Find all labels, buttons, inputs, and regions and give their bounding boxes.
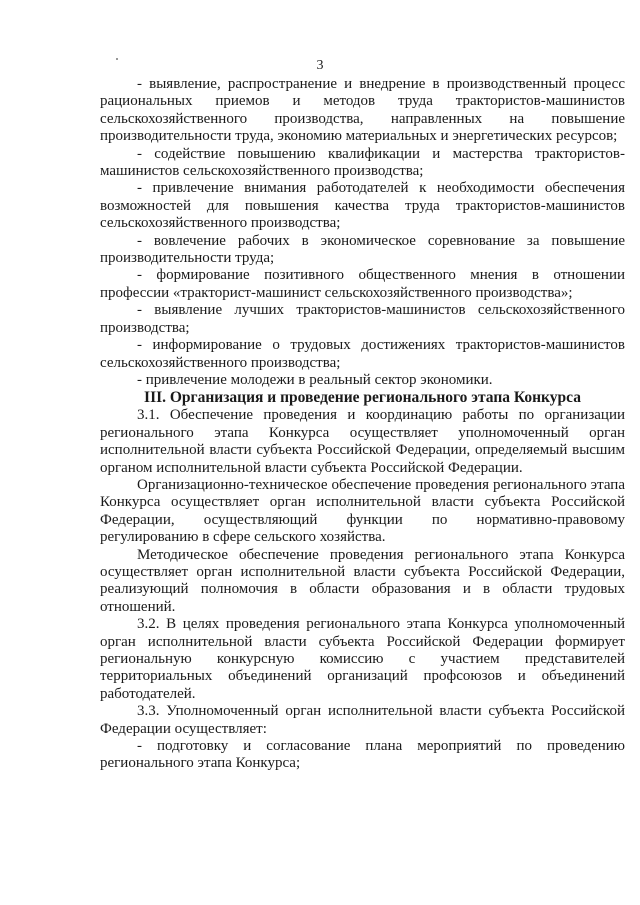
bullet-item: - привлечение молодежи в реальный сектор экономики. xyxy=(137,371,493,388)
section-heading: III. Организация и проведение регионального этапа Конкурса xyxy=(144,389,581,407)
bullet-item: - содействие повышению квалификации и мастерства трактористов-машинистов сельскохозяйственного производства; xyxy=(100,145,625,180)
paragraph: 3.2. В целях проведения регионального этапа Конкурса уполномоченный орган исполнительной власти субъекта Российской Федерации формирует региональную конкурсную комиссию с участием представителей территориальных объединений организаций профсоюзов и объединений работодателей. xyxy=(100,616,625,702)
page-number: 3 xyxy=(316,58,324,73)
paragraph: 3.3. Уполномоченный орган исполнительной власти субъекта Российской Федерации осуществляет: xyxy=(100,703,625,737)
bullet-item: - выявление лучших трактористов-машинистов сельскохозяйственного производства; xyxy=(100,302,625,336)
bullet-item: - информирование о трудовых достижениях трактористов-машинистов сельскохозяйственного производства; xyxy=(100,337,625,371)
bullet-item: - формирование позитивного общественного мнения в отношении профессии «тракторист-машинист сельскохозяйственного производства»; xyxy=(100,267,625,301)
paragraph: 3.1. Обеспечение проведения и координацию работы по организации регионального этапа Конкурса осуществляет уполномоченный орган исполнительной власти субъекта Российской Федерации, определяемый высшим органом исполнительной власти субъекта Российской Федерации. xyxy=(100,407,625,476)
bullet-item: - вовлечение рабочих в экономическое соревнование за повышение производительности труда; xyxy=(100,232,625,267)
paragraph: Организационно-техническое обеспечение проведения регионального этапа Конкурса осуществляет орган исполнительной власти субъекта Российской Федерации, осуществляющий функции по нормативно-правовому регулированию в сфере сельского хозяйства. xyxy=(100,476,625,546)
bullet-item: - выявление, распространение и внедрение в производственный процесс рациональных приемов и методов труда трактористов-машинистов сельскохозяйственного производства, направленных на повышение производительности труда, экономию материальных и энергетических ресурсов; xyxy=(100,76,625,145)
document-body xyxy=(100,76,625,773)
paragraph: Методическое обеспечение проведения регионального этапа Конкурса осуществляет орган исполнительной власти субъекта Российской Федерации, реализующий полномочия в области образования и в области трудовых отношений. xyxy=(100,546,625,615)
bullet-item: - подготовку и согласование плана мероприятий по проведению регионального этапа Конкурса; xyxy=(100,738,625,772)
bullet-item: - привлечение внимания работодателей к необходимости обеспечения возможностей для повышения качества труда трактористов-машинистов сельскохозяйственного производства; xyxy=(100,180,625,232)
